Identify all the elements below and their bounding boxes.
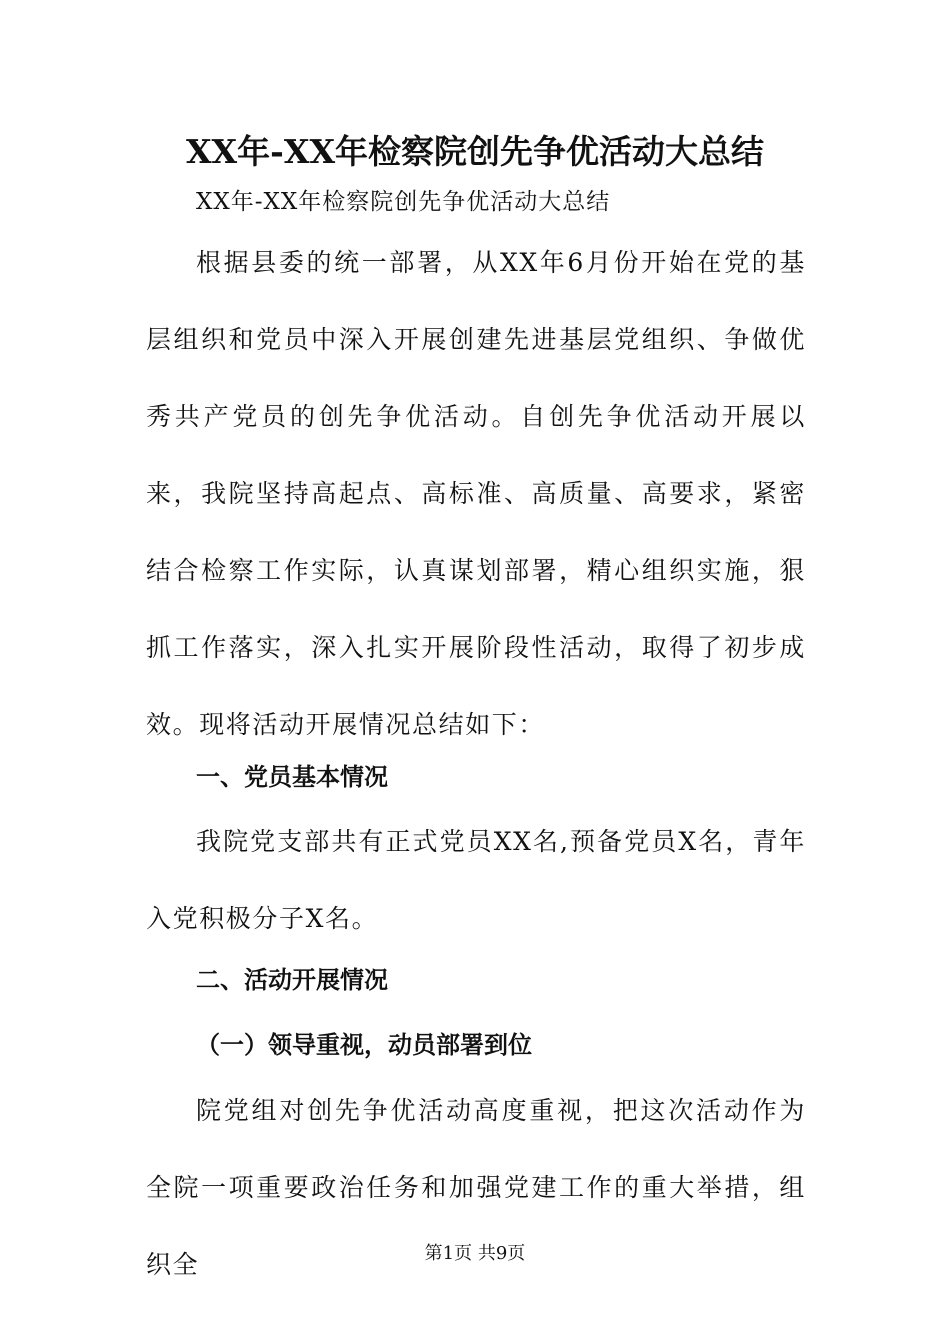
section2-heading: 二、活动开展情况: [196, 966, 388, 994]
document-title: XX年-XX年检察院创先争优活动大总结: [185, 132, 765, 171]
intro-paragraph: 根据县委的统一部署，从XX年6月份开始在党的基层组织和党员中深入开展创建先进基层党组织、争做优秀共产党员的创先争优活动。自创先争优活动开展以来，我院坚持高起点、高标准、高质量、高要求，紧密结合检察工作实际，认真谋划部署，精心组织实施，狠抓工作落实，深入扎实开展阶段性活动，取得了初步成效。现将活动开展情况总结如下：: [146, 248, 806, 739]
section2-sub1-paragraph: 院党组对创先争优活动高度重视，把这次活动作为全院一项重要政治任务和加强党建工作的重大举措，组织全: [146, 1096, 806, 1279]
document-subtitle: XX年-XX年检察院创先争优活动大总结: [196, 189, 611, 215]
section1-paragraph: 我院党支部共有正式党员XX名,预备党员X名，青年入党积极分子X名。: [146, 827, 806, 933]
page-indicator: 第1页 共9页: [424, 1243, 526, 1264]
section1-heading: 一、党员基本情况: [196, 763, 388, 791]
section2-sub1-heading: （一）领导重视，动员部署到位: [196, 1031, 532, 1059]
